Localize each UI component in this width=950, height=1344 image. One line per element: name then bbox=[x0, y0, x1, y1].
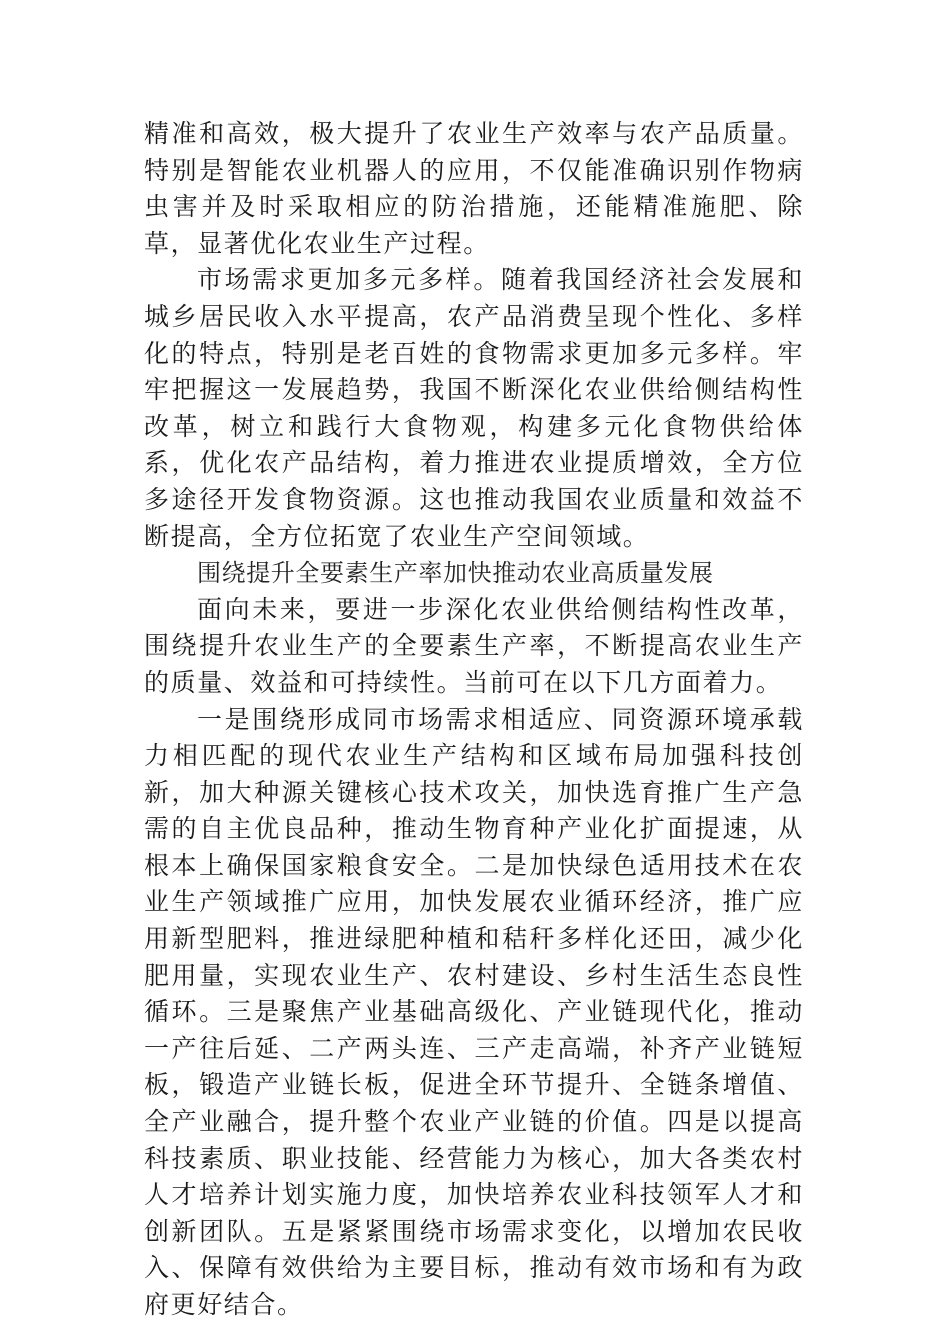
section-heading: 围绕提升全要素生产率加快推动农业高质量发展 bbox=[197, 559, 714, 588]
paragraph-market-demand: 市场需求更加多元多样。随着我国经济社会发展和城乡居民收入水平提高，农产品消费呈现个性化、多样化的特点，特别是老百姓的食物需求更加多元多样。牢牢把握这一发展趋势，我国不断深化农业供给侧结构性改革，树立和践行大食物观，构建多元化食物供给体系，优化农产品结构，着力推进农业提质增效，全方位多途径开发食物资源。这也推动我国农业质量和效益不断提高，全方位拓宽了农业生产空间领域。 bbox=[144, 265, 804, 551]
paragraph-measures: 一是围绕形成同市场需求相适应、同资源环境承载力相匹配的现代农业生产结构和区域布局加强科技创新，加大种源关键核心技术攻关，加快选育推广生产急需的自主优良品种，推动生物育种产业化扩面提速，从根本上确保国家粮食安全。二是加快绿色适用技术在农业生产领域推广应用，加快发展农业循环经济，推广应用新型肥料，推进绿肥种植和秸秆多样化还田，减少化肥用量，实现农业生产、农村建设、乡村生活生态良性循环。三是聚焦产业基础高级化、产业链现代化，推动一产往后延、二产两头连、三产走高端，补齐产业链短板，锻造产业链长板，促进全环节提升、全链条增值、全产业融合，提升整个农业产业链的价值。四是以提高科技素质、职业技能、经营能力为核心，加大各类农村人才培养计划实施力度，加快培养农业科技领军人才和创新团队。五是紧紧围绕市场需求变化，以增加农民收入、保障有效供给为主要目标，推动有效市场和有为政府更好结合。 bbox=[144, 704, 804, 1319]
document-page bbox=[144, 116, 804, 1324]
paragraph-continuation: 精准和高效，极大提升了农业生产效率与农产品质量。特别是智能农业机器人的应用，不仅能准确识别作物病虫害并及时采取相应的防治措施，还能精准施肥、除草，显著优化农业生产过程。 bbox=[144, 119, 804, 258]
paragraph-future: 面向未来，要进一步深化农业供给侧结构性改革，围绕提升农业生产的全要素生产率，不断提高农业生产的质量、效益和可持续性。当前可在以下几方面着力。 bbox=[144, 594, 804, 697]
